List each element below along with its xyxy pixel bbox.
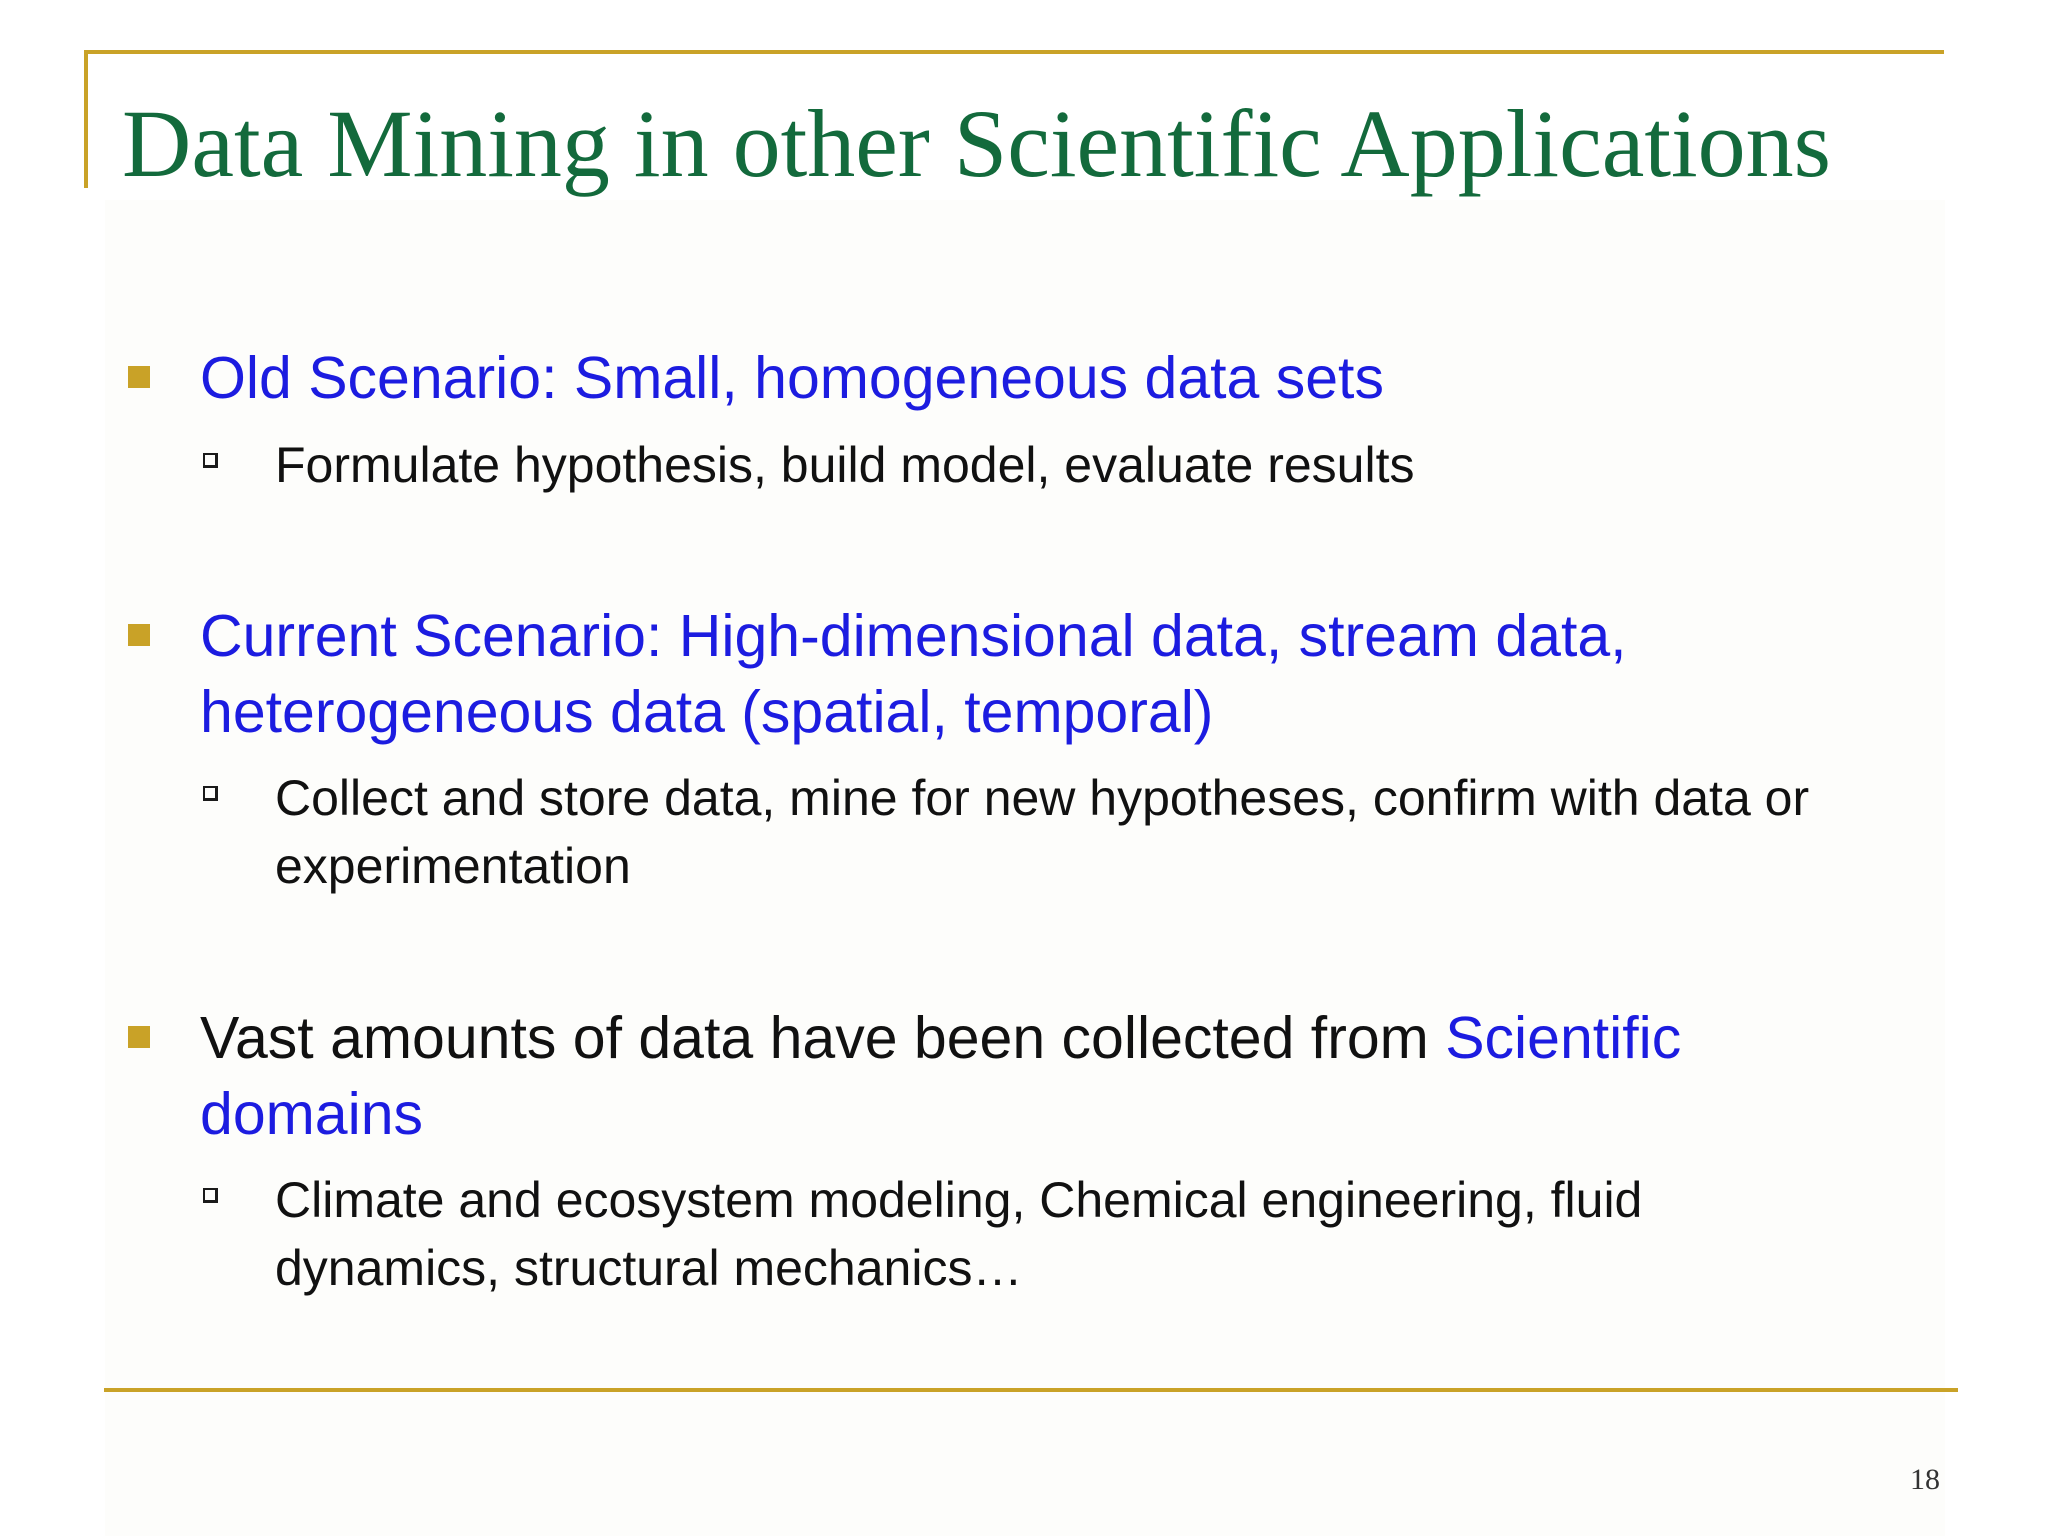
sub-bullet-scientific-domains: [275, 1166, 1875, 1302]
sub-bullet-text: Climate and ecosystem modeling, Chemical engineering, fluid dynamics, structural mechanics…: [275, 1172, 1643, 1296]
square-bullet-icon: [128, 1026, 150, 1048]
square-bullet-icon: [128, 366, 150, 388]
hollow-square-bullet-icon: [203, 786, 218, 801]
title-frame-left-rule: [84, 50, 88, 188]
square-bullet-icon: [128, 624, 150, 646]
sub-bullet-text: Collect and store data, mine for new hypotheses, confirm with data or experimentation: [275, 770, 1810, 894]
bullet-text: Current Scenario: High-dimensional data, stream data, heterogeneous data (spatial, temporal): [200, 603, 1627, 745]
bullet-current-scenario: [200, 598, 1840, 750]
page-number: 18: [1910, 1463, 1940, 1496]
bullet-text: Old Scenario: Small, homogeneous data sets: [200, 345, 1384, 411]
hollow-square-bullet-icon: [203, 453, 218, 468]
footer-rule: [104, 1388, 1958, 1392]
bullet-text-highlight: Scientific domains: [200, 1005, 1682, 1147]
bullet-old-scenario: [200, 340, 1840, 416]
title-frame-top-rule: [84, 50, 1944, 54]
hollow-square-bullet-icon: [203, 1188, 218, 1203]
sub-bullet-old-scenario: [275, 431, 1875, 499]
sub-bullet-current-scenario: [275, 764, 1875, 900]
bullet-vast-amounts: [200, 1000, 1840, 1152]
slide-title: Data Mining in other Scientific Applications: [122, 90, 1832, 197]
bullet-text-plain: Vast amounts of data have been collected from: [200, 1005, 1446, 1071]
sub-bullet-text: Formulate hypothesis, build model, evaluate results: [275, 437, 1415, 493]
